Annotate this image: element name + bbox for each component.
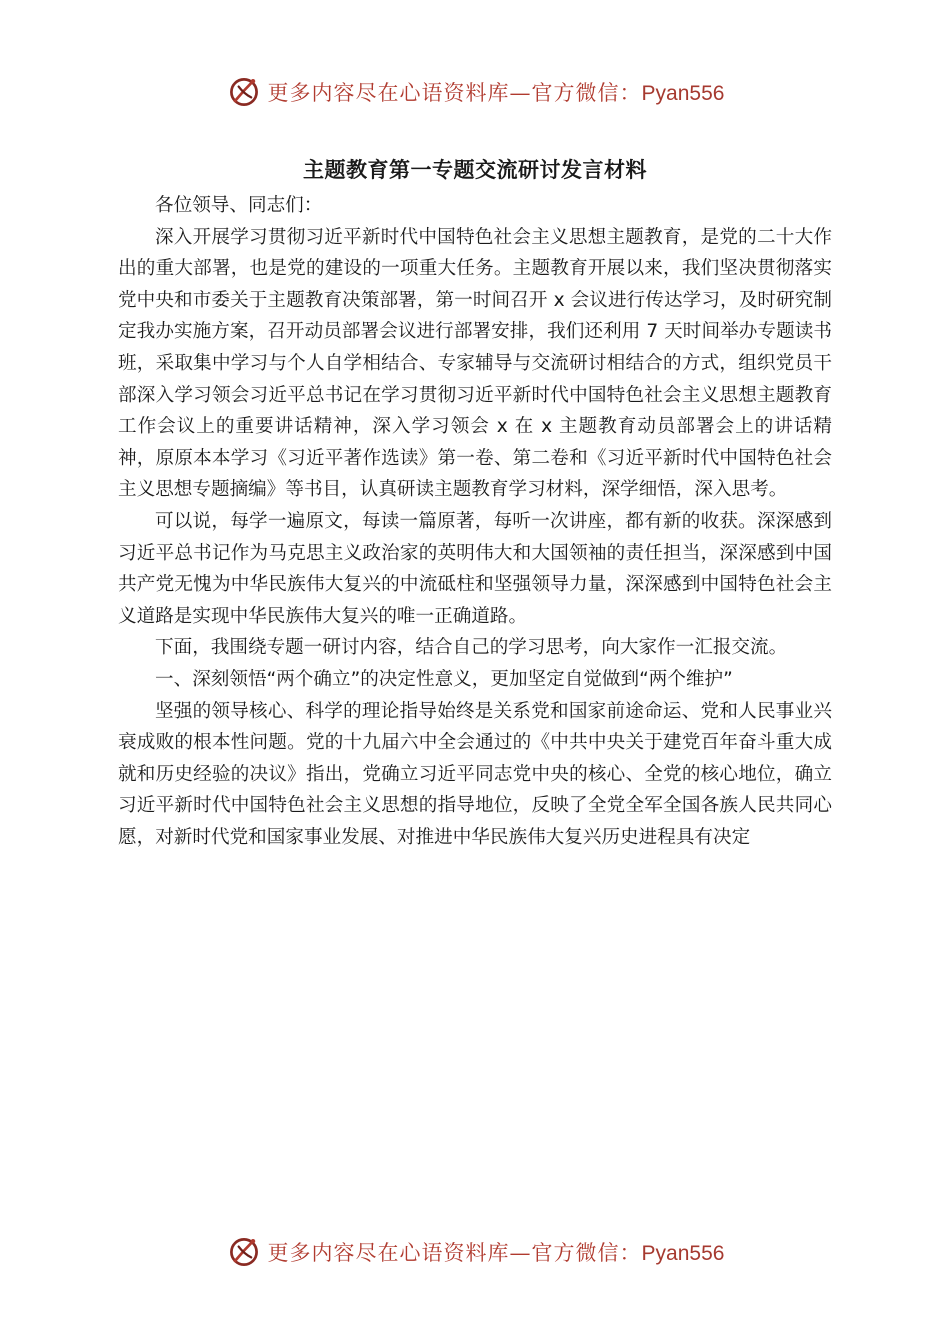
paragraph-gains: 可以说，每学一遍原文，每读一篇原著，每听一次讲座，都有新的收获。深深感到习近平总书记作为马克思主义政治家的英明伟大和大国领袖的责任担当，深深感到中国共产党无愧为中华民族伟大复兴的中流砥柱和坚强领导力量，深深感到中国特色社会主义道路是实现中华民族伟大复兴的唯一正确道路。	[118, 510, 832, 627]
brand-logo-icon	[226, 74, 262, 110]
banner-text	[268, 1237, 725, 1267]
brand-logo-icon	[226, 1234, 262, 1270]
header-banner	[0, 70, 950, 114]
banner-wechat-id: Pyan556	[641, 82, 725, 105]
salutation: 各位领导、同志们：	[155, 195, 323, 216]
paragraph-section-1: 坚强的领导核心、科学的理论指导始终是关系党和国家前途命运、党和人民事业兴衰成败的根本性问题。党的十九届六中全会通过的《中共中央关于建党百年奋斗重大成就和历史经验的决议》指出，党确立习近平同志党中央的核心、全党的核心地位，确立习近平新时代中国特色社会主义思想的指导地位，反映了全党全军全国各族人民共同心愿，对新时代党和国家事业发展、对推进中华民族伟大复兴历史进程具有决定	[118, 700, 832, 848]
document-body	[118, 150, 832, 853]
paragraph-intro: 深入开展学习贯彻习近平新时代中国特色社会主义思想主题教育，是党的二十大作出的重大部署，也是党的建设的一项重大任务。主题教育开展以来，我们坚决贯彻落实党中央和市委关于主题教育决策部署，第一时间召开 x 会议进行传达学习，及时研究制定我办实施方案，召开动员部署会议进行部署安排，我们还利用 7 天时间举办专题读书班，采取集中学习与个人自学相结合、专家辅导与交流研讨相结合的方式，组织党员干部深入学习领会习近平总书记在学习贯彻习近平新时代中国特色社会主义思想主题教育工作会议上的重要讲话精神，深入学习领会 x 在 x 主题教育动员部署会上的讲话精神，原原本本学习《习近平著作选读》第一卷、第二卷和《习近平新时代中国特色社会主义思想专题摘编》等书目，认真研读主题教育学习材料，深学细悟，深入思考。	[118, 226, 832, 501]
paragraph-transition: 下面，我围绕专题一研讨内容，结合自己的学习思考，向大家作一汇报交流。	[155, 637, 788, 659]
document-title: 主题教育第一专题交流研讨发言材料	[303, 158, 647, 182]
banner-slogan: 更多内容尽在心语资料库—官方微信：	[267, 1241, 642, 1265]
banner-text	[268, 77, 725, 107]
banner-slogan: 更多内容尽在心语资料库—官方微信：	[267, 81, 642, 105]
banner-wechat-id: Pyan556	[641, 1242, 725, 1265]
section-heading-1: 一、深刻领悟“两个确立”的决定性意义，更加坚定自觉做到“两个维护”	[155, 668, 733, 690]
footer-banner	[0, 1230, 950, 1274]
